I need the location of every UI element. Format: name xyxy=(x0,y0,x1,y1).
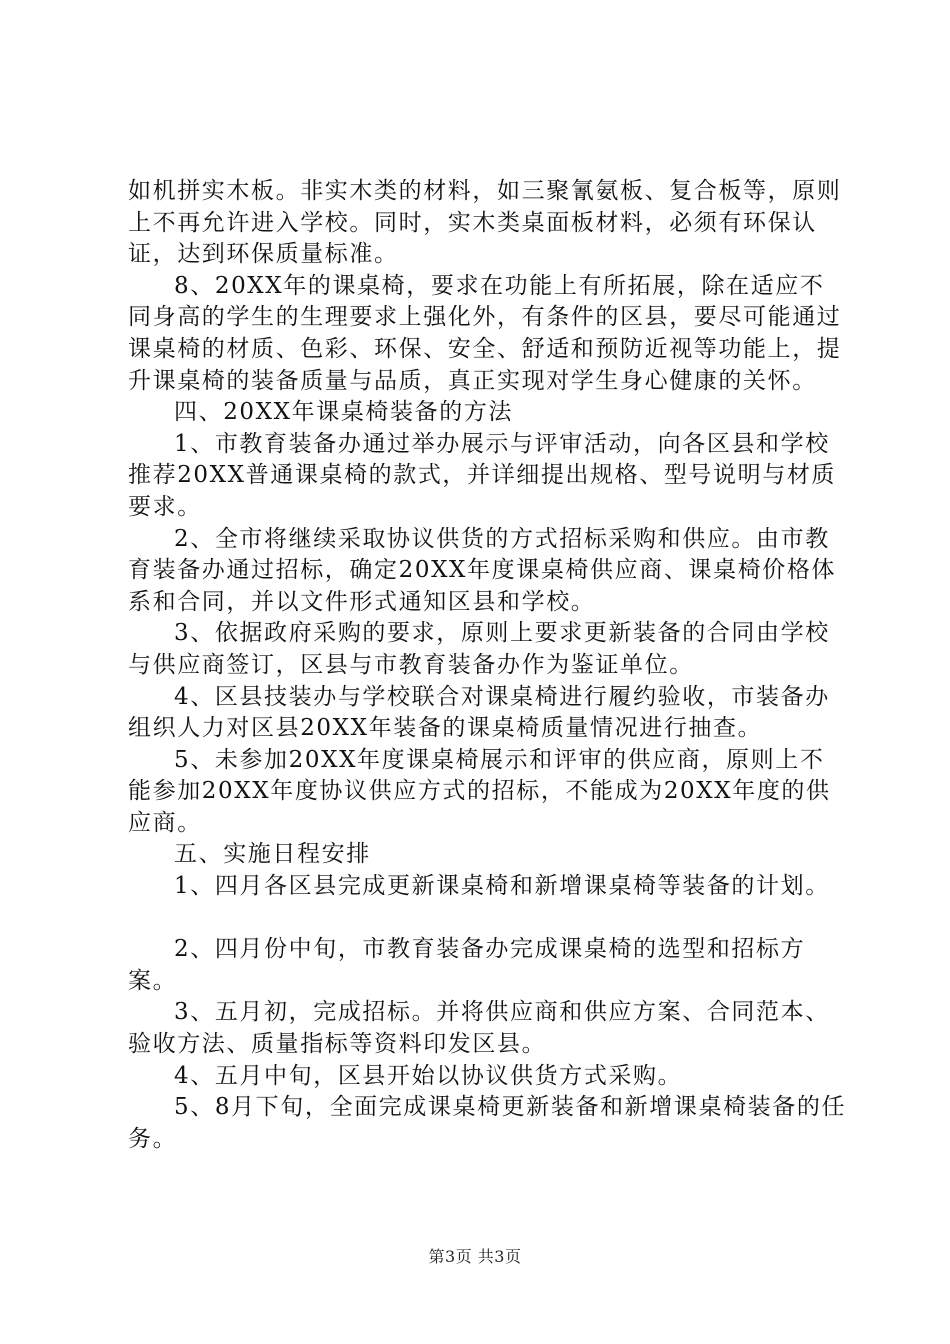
paragraph-schedule-1: 1、四月各区县完成更新课桌椅和新增课桌椅等装备的计划。 xyxy=(174,873,830,900)
section-heading-methods: 四、20XX年课桌椅装备的方法 xyxy=(174,399,514,426)
paragraph-schedule-2: 2、四月份中旬，市教育装备办完成课桌椅的选型和招标方案。 xyxy=(128,936,806,994)
paragraph-schedule-5: 5、8月下旬，全面完成课桌椅更新装备和新增课桌椅装备的任务。 xyxy=(128,1094,847,1152)
paragraph-method-2: 2、全市将继续采取协议供货的方式招标采购和供应。由市教育装备办通过招标，确定20XX年度课桌椅供应商、课桌椅价格体系和合同，并以文件形式通知区县和学校。 xyxy=(128,525,837,615)
paragraph-method-1: 1、市教育装备办通过举办展示与评审活动，向各区县和学校推荐20XX普通课桌椅的款式，并详细提出规格、型号说明与材质要求。 xyxy=(128,430,837,520)
document-body xyxy=(128,176,848,1155)
page-number-footer: 第3页 共3页 xyxy=(428,1247,522,1266)
paragraph-continuation: 如机拼实木板。非实木类的材料，如三聚氰氨板、复合板等，原则上不再允许进入学校。同时，实木类桌面板材料，必须有环保认证，达到环保质量标准。 xyxy=(128,178,842,268)
paragraph-schedule-4: 4、五月中旬，区县开始以协议供货方式采购。 xyxy=(174,1062,683,1089)
paragraph-item-8: 8、20XX年的课桌椅，要求在功能上有所拓展，除在适应不同身高的学生的生理要求上强化外，有条件的区县，要尽可能通过课桌椅的材质、色彩、环保、安全、舒适和预防近视等功能上，提升课桌椅的装备质量与品质，真正实现对学生身心健康的关怀。 xyxy=(128,272,842,394)
paragraph-schedule-3: 3、五月初，完成招标。并将供应商和供应方案、合同范本、验收方法、质量指标等资料印发区县。 xyxy=(128,999,830,1058)
paragraph-method-4: 4、区县技装办与学校联合对课桌椅进行履约验收，市装备办组织人力对区县20XX年装备的课桌椅质量情况进行抽查。 xyxy=(128,683,830,742)
paragraph-method-5: 5、未参加20XX年度课桌椅展示和评审的供应商，原则上不能参加20XX年度协议供应方式的招标，不能成为20XX年度的供应商。 xyxy=(128,746,831,836)
paragraph-method-3: 3、依据政府采购的要求，原则上要求更新装备的合同由学校与供应商签订，区县与市教育装备办作为鉴证单位。 xyxy=(128,620,830,678)
blank-line xyxy=(128,903,848,935)
section-heading-schedule: 五、实施日程安排 xyxy=(174,841,371,868)
